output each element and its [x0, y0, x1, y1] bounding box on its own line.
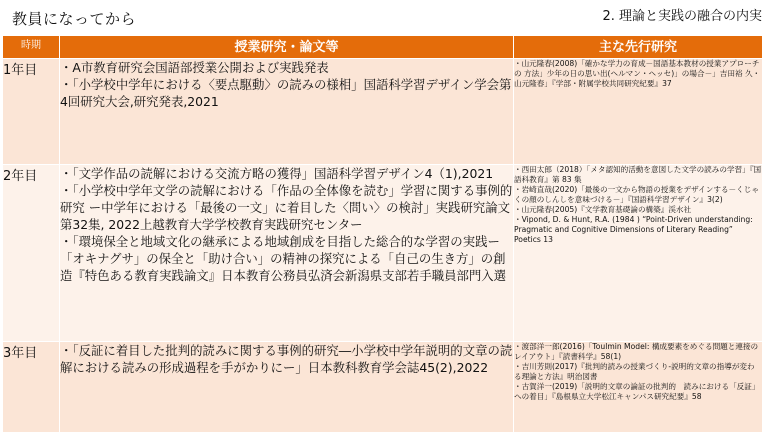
research-item: ・「文学作品の読解における交流方略の獲得」国語科学習デザイン4（1),2021 [60, 166, 494, 181]
research-item: ・「小学校中学年における〈要点駆動〉の読みの様相」国語科学習デザイン学会第4回研究大会,研究発表,2021 [60, 77, 512, 109]
section-label: 2. 理論と実践の融合の内実 [602, 9, 762, 24]
prior-ref: ・渡部洋一郎(2016)「Toulmin Model: 構成要素をめぐる問題と連接のレイアウト」『読書科学』58(1) [514, 342, 759, 361]
table-row [3, 342, 763, 433]
research-cell [60, 342, 514, 433]
research-cell [60, 59, 514, 165]
prior-ref: ・山元隆春(2005)『文学教育基礎論の構築』渓水社 [514, 205, 692, 214]
research-item: ・「環境保全と地域文化の継承による地域創成を目指した総合的な学習の実践ー「オキナグサ」の保全と「助け合い」の精神の探究による「自己の生き方」の創造『特色ある教育実践論文』日本教育公務員弘済会新潟県支部若手職員部門入選 [60, 234, 507, 283]
table-row [3, 59, 763, 165]
column-header-prior: 主な先行研究 [514, 36, 763, 59]
prior-cell [514, 59, 763, 165]
research-item: ・「反証に着目した批判的読みに関する事例的研究―小学校中学年説明的文章の読解における読みの形成過程を手がかりにー」日本教科教育学会誌45(2),2022 [60, 343, 513, 375]
research-table [2, 35, 763, 433]
prior-ref: ・岩崎直哉(2020)「最後の一文から物語の授業をデザインする－くじゃくの顔のしんしを意味づける－」『国語科学習デザイン』3(2) [514, 185, 759, 204]
column-header-research: 授業研究・論文等 [60, 36, 514, 59]
research-item: ・A市教育研究会国語部授業公開および実践発表 [60, 60, 329, 75]
column-header-period: 時期 [3, 36, 60, 59]
period-cell: 2年目 [3, 165, 60, 342]
prior-ref: ・吉川芳則(2017)『批判的読みの授業づくり-説明的文章の指導が変わる理論と方法』明治図書 [514, 362, 755, 381]
prior-ref: ・西田太郎（2018）「メタ認知的活動を意図した文学の読みの学習」『国語科教育』第 83 集 [514, 165, 762, 184]
prior-ref: ・古賀洋一(2019)「説明的文章の論証の批判的 読みにおける「反証」への着目」『島根県立大学松江キャンパス研究紀要』58 [514, 382, 760, 401]
table-header-row [3, 36, 763, 59]
prior-cell [514, 165, 763, 342]
research-item: ・「小学校中学年文学の読解における「作品の全体像を読む」学習に関する事例的研究 ー中学年における「最後の一文」に着目した〈問い〉の検討」実践研究論文 第32集, 2022上越教育大学学校教育実践研究センター [60, 183, 513, 232]
prior-ref: ・山元隆春(2008)「確かな学力の育成－国語基本教材の授業アプローチの 方法」少年の日の思い出(ヘルマン・ヘッセ)」の場合－」吉田裕 久・山元隆春」『学部・附属学校共同研究紀要』37 [514, 59, 761, 88]
period-cell: 3年目 [3, 342, 60, 433]
page-title: 教員になってから [12, 10, 137, 28]
research-cell [60, 165, 514, 342]
prior-cell [514, 342, 763, 433]
table-row [3, 165, 763, 342]
prior-ref: ・Vipond, D. & Hunt, R.A. (1984 ) “Point-Driven understanding: Pragmatic and Cognitive Dimensions of Literary Reading” Poetics 13 [514, 215, 753, 244]
period-cell: 1年目 [3, 59, 60, 165]
